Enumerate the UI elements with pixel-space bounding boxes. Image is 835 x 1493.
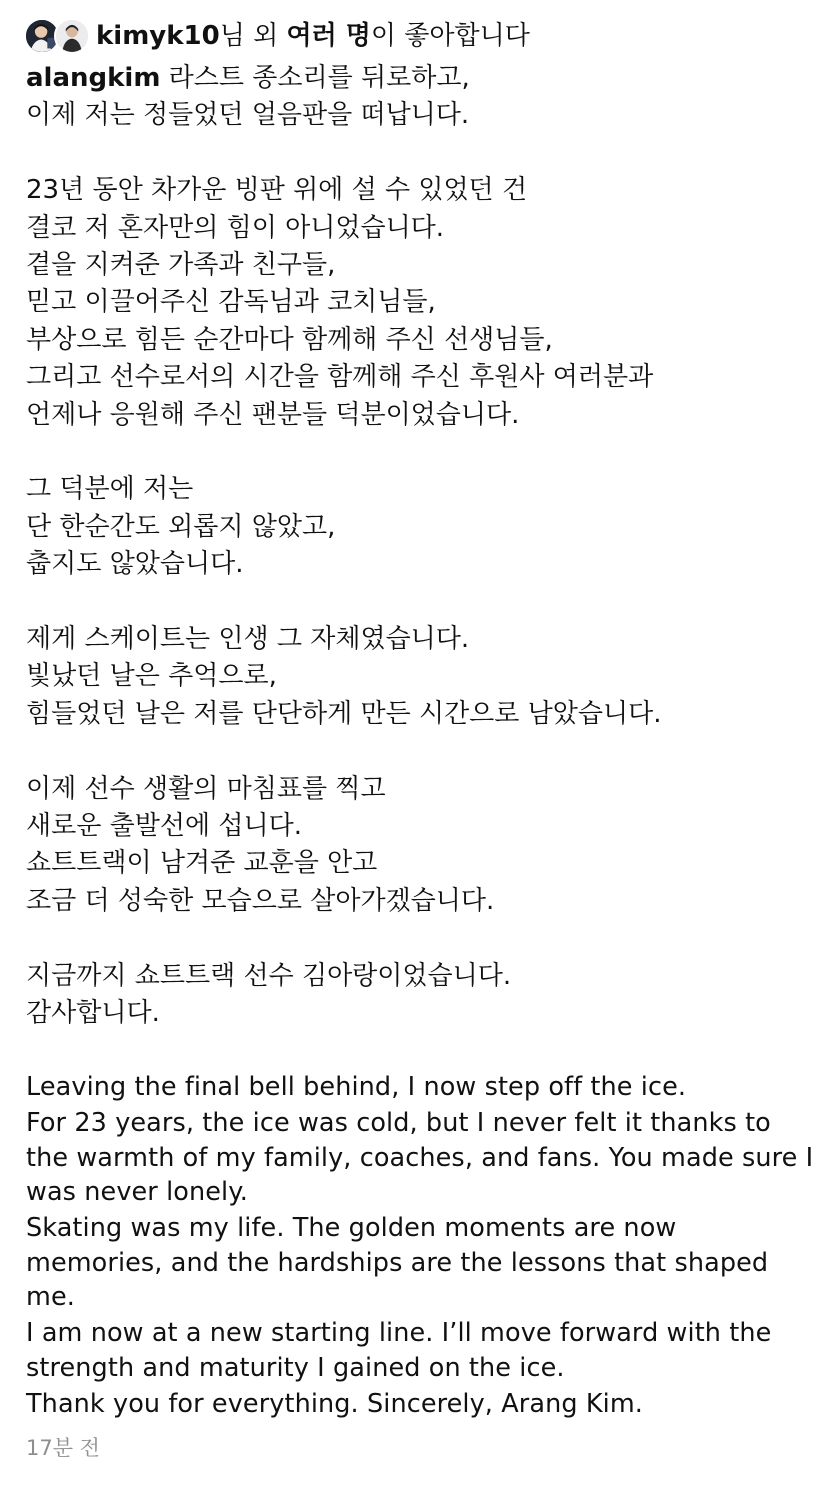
caption-line: 곁을 지켜준 가족과 친구들, (26, 250, 336, 281)
likes-text (96, 16, 530, 56)
liker-avatars[interactable] (24, 16, 92, 56)
english-paragraph: For 23 years, the ice was cold, but I never felt it thanks to the warmth of my family, coaches, and fans. You made sure I was never lonely. (26, 1108, 814, 1207)
caption-line: 그 덕분에 저는 (26, 474, 194, 505)
caption-line: 23년 동안 차가운 빙판 위에 설 수 있었던 건 (26, 175, 528, 206)
post-caption (26, 60, 816, 1032)
likes-suffix: 이 좋아합니다 (370, 21, 530, 51)
english-paragraph: Skating was my life. The golden moments are now memories, and the hardships are the lessons that shaped me. (26, 1213, 769, 1312)
caption-line: 단 한순간도 외롭지 않았고, (26, 511, 336, 542)
person-photo-icon (56, 20, 88, 52)
english-paragraph: Thank you for everything. Sincerely, Arang Kim. (26, 1388, 643, 1419)
others-link[interactable]: 여러 명 (286, 21, 371, 51)
caption-spacer (26, 584, 816, 621)
caption-text: 라스트 종소리를 뒤로하고, (160, 63, 470, 93)
caption-spacer (26, 920, 816, 957)
caption-line: 지금까지 쇼트트랙 선수 김아랑이었습니다. (26, 960, 512, 991)
caption-spacer (26, 434, 816, 471)
english-translation (26, 1070, 816, 1423)
liker-username[interactable]: kimyk10 (96, 21, 220, 51)
caption-line: 새로운 출발선에 섭니다. (26, 811, 302, 842)
caption-line: 믿고 이끌어주신 감독님과 코치님들, (26, 287, 436, 318)
caption-line: 빛났던 날은 추억으로, (26, 661, 277, 692)
post-timestamp[interactable]: 17분 전 (26, 1436, 100, 1460)
caption-first-line (26, 60, 816, 97)
caption-spacer (26, 135, 816, 172)
author-username[interactable]: alangkim (26, 63, 161, 93)
caption-line: 이제 저는 정들었던 얼음판을 떠납니다. (26, 100, 470, 131)
caption-line: 조금 더 성숙한 모습으로 살아가겠습니다. (26, 885, 495, 916)
caption-line: 언제나 응원해 주신 팬분들 덕분이었습니다. (26, 399, 520, 430)
caption-line: 제게 스케이트는 인생 그 자체였습니다. (26, 624, 470, 655)
likes-connector: 님 외 (219, 21, 287, 51)
english-paragraph: I am now at a new starting line. I’ll move forward with the strength and maturity I gained on the ice. (26, 1318, 772, 1383)
caption-line: 힘들었던 날은 저를 단단하게 만든 시간으로 남았습니다. (26, 698, 662, 729)
caption-spacer (26, 733, 816, 770)
caption-line: 춥지도 않았습니다. (26, 549, 244, 580)
english-paragraph: Leaving the final bell behind, I now step off the ice. (26, 1072, 687, 1102)
avatar[interactable] (54, 18, 90, 54)
likes-summary[interactable] (24, 16, 530, 56)
caption-line: 부상으로 힘든 순간마다 함께해 주신 선생님들, (26, 324, 553, 355)
caption-line: 쇼트트랙이 남겨준 교훈을 안고 (26, 848, 378, 879)
caption-line: 그리고 선수로서의 시간을 함께해 주신 후원사 여러분과 (26, 362, 654, 393)
caption-line: 감사합니다. (26, 998, 160, 1029)
caption-line: 결코 저 혼자만의 힘이 아니었습니다. (26, 212, 445, 243)
caption-line: 이제 선수 생활의 마침표를 찍고 (26, 773, 386, 804)
